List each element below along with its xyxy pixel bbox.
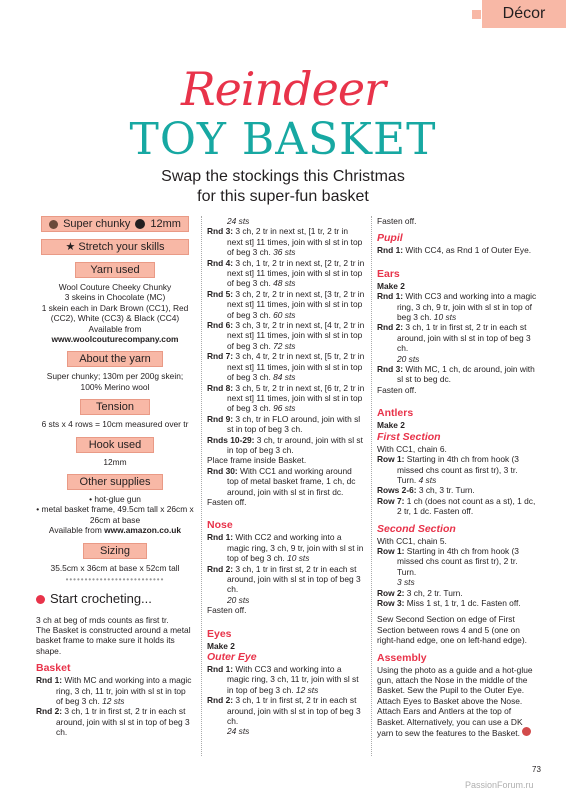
- subtitle-line-2: for this super-fun basket: [197, 188, 369, 205]
- tension-text: 6 sts x 4 rows = 10cm measured over tr: [41, 419, 189, 430]
- instruction-row: Row 1: Starting in 4th ch from hook (3 missed chs count as first tr), 3 tr. Turn. 4 sts: [377, 454, 519, 485]
- start-heading: [36, 591, 194, 607]
- other-supplies-text: [36, 494, 194, 536]
- intro-text: 3 ch at beg of rnds counts as first tr.: [36, 614, 169, 625]
- instruction-row: Rnd 4: 3 ch, 1 tr, 2 tr in next st, [2 tr, 2 tr in next st] 11 times, join with sl st in top of beg 3 ch. 48 sts: [207, 257, 365, 289]
- dotted-rule: ••••••••••••••••••••••••••: [65, 575, 165, 585]
- make-count: Make 2: [377, 420, 405, 431]
- hook-badge: 12mm: [150, 218, 181, 230]
- watermark: PassionForum.ru: [465, 780, 534, 790]
- yarn-line: Wool Couture Cheeky Chunky: [58, 282, 172, 292]
- yarn-url: www.woolcouturecompany.com: [51, 334, 179, 345]
- instruction-text: With CC1, chain 5.: [377, 535, 447, 546]
- outer-eye-heading: Outer Eye: [207, 651, 257, 664]
- second-section-heading: Second Section: [377, 522, 456, 535]
- page-number: 73: [532, 765, 541, 774]
- stitch-count: 20 sts: [397, 353, 420, 364]
- instruction-row: Rnd 1: With CC3 and working into a magic ring, 3 ch, 9 tr, join with sl st in top of beg 3 ch. 10 sts: [377, 291, 537, 323]
- stitch-count: 24 sts: [227, 216, 250, 226]
- instruction-row: Rnd 7: 3 ch, 4 tr, 2 tr in next st, [5 tr, 2 tr in next st] 11 times, join with sl st in top of beg 3 ch. 84 sts: [207, 351, 365, 383]
- end-mark-icon: [522, 727, 531, 736]
- assembly-column: [377, 216, 537, 738]
- instruction-text: Fasten off.: [377, 384, 417, 395]
- weight-label: Super chunky: [63, 218, 131, 230]
- supply-line: Available from: [48, 525, 102, 536]
- other-supplies-heading: Other supplies: [67, 474, 163, 490]
- instruction-row: Row 2: 3 ch, 2 tr. Turn.: [377, 587, 463, 598]
- stitch-count: 3 sts: [397, 577, 415, 588]
- start-label: Start crocheting...: [50, 591, 152, 607]
- yarn-line: Available from: [88, 323, 142, 334]
- supply-line: • metal basket frame, 49.5cm tall x 26cm x: [36, 504, 194, 515]
- column-divider: [371, 216, 372, 756]
- stitch-count: 20 sts: [227, 594, 250, 605]
- hook-text: 12mm: [103, 456, 127, 467]
- tension-heading: Tension: [80, 399, 150, 415]
- instruction-row: Rnd 2: 3 ch, 1 tr in first st, 2 tr in each st around, join with sl st in top of beg 3 ch.: [377, 322, 531, 354]
- instruction-row: Rows 2-6: 3 ch, 3 tr. Turn.: [377, 485, 475, 496]
- supply-line: 26cm at base: [89, 514, 141, 525]
- instruction-row: Rnds 10-29: 3 ch, tr around, join with sl st in top of beg 3 ch.: [207, 434, 363, 455]
- subtitle-line-1: Swap the stockings this Christmas: [161, 168, 405, 185]
- yarn-used-text: [36, 282, 194, 344]
- instruction-text: Fasten off.: [207, 605, 247, 616]
- star-icon: ★: [65, 241, 79, 253]
- instruction-text: With CC1, chain 6.: [377, 443, 447, 454]
- sizing-heading: Sizing: [83, 543, 147, 559]
- instruction-row: Row 3: Miss 1 st, 1 tr, 1 dc. Fasten off.: [377, 597, 521, 608]
- section-tag: Décor: [482, 0, 566, 28]
- instruction-row: Rnd 9: 3 ch, tr in FLO around, join with sl st in top of beg 3 ch.: [207, 413, 361, 435]
- instruction-text: Sew Second Section on edge of First Section between rows 4 and 5 (one on right-hand edge, one on left-hand edge).: [377, 614, 527, 646]
- hook-heading: Hook used: [76, 437, 154, 453]
- about-line: 100% Merino wool: [80, 381, 150, 392]
- instruction-row: Rnd 3: 3 ch, 2 tr in next st, [1 tr, 2 tr in next st] 11 times, join with sl st in top of beg 3 ch. 36 sts: [207, 226, 363, 258]
- instruction-row: Row 7: 1 ch (does not count as a st), 1 dc, 2 tr, 1 dc. Fasten off.: [377, 495, 536, 517]
- materials-column: [36, 216, 194, 738]
- eyes-heading: Eyes: [207, 627, 232, 640]
- instruction-row: Rnd 1: With CC3 and working into a magic ring, 3 ch, 11 tr, join with sl st in top of beg 3 ch. 12 sts: [207, 664, 359, 695]
- make-count: Make 2: [207, 640, 235, 651]
- stitch-count: 24 sts: [227, 726, 250, 737]
- instruction-text: Fasten off.: [377, 216, 417, 226]
- instruction-row: Row 1: Starting in 4th ch from hook (3 missed chs count as first tr), 2 tr. Turn.: [377, 545, 519, 577]
- skill-label: Stretch your skills: [78, 241, 165, 253]
- nose-heading: Nose: [207, 519, 233, 532]
- instruction-row: Rnd 2: 3 ch, 1 tr in first st, 2 tr in each st around, join with sl st in top of beg 3 ch.: [36, 706, 190, 738]
- yarn-line: 3 skeins in Chocolate (MC): [64, 292, 166, 303]
- pupil-heading: Pupil: [377, 232, 403, 245]
- instruction-row: Rnd 5: 3 ch, 2 tr, 2 tr in next st, [3 tr, 2 tr in next st] 11 times, join with sl st in top of beg 3 ch. 60 sts: [207, 288, 365, 320]
- make-count: Make 2: [377, 280, 405, 291]
- supply-url: www.amazon.co.uk: [104, 525, 182, 536]
- yarn-line: 1 skein each in Dark Brown (CC1), Red: [41, 302, 189, 313]
- about-yarn-heading: About the yarn: [67, 351, 163, 367]
- instruction-row: Rnd 30: With CC1 and working around top of metal basket frame, 1 ch, dc around, join with sl st in first dc.: [207, 465, 356, 497]
- instruction-text: Place frame inside Basket.: [207, 455, 307, 466]
- yarn-ball-icon: [49, 220, 58, 229]
- sizing-text: 35.5cm x 36cm at base x 52cm tall: [50, 562, 180, 573]
- instruction-row: Rnd 1: With MC and working into a magic ring, 3 ch, 11 tr, join with sl st in top of beg 3 ch. 12 sts: [36, 675, 192, 706]
- instruction-row: Rnd 1: With CC4, as Rnd 1 of Outer Eye.: [377, 245, 532, 256]
- instructions-column: [207, 216, 365, 737]
- yarn-line: (CC2), White (CC3) & Black (CC4): [50, 313, 180, 324]
- about-line: Super chunky; 130m per 200g skein;: [46, 371, 184, 382]
- instruction-row: Rnd 1: With CC2 and working into a magic ring, 3 ch, 9 tr, join with sl st in top of beg 3 ch. 10 sts: [207, 532, 364, 564]
- instruction-row: Rnd 2: 3 ch, 1 tr in first st, 2 tr in each st around, join with sl st in top of beg 3 ch.: [207, 695, 361, 727]
- instruction-row: Rnd 6: 3 ch, 3 tr, 2 tr in next st, [4 tr, 2 tr in next st] 11 times, join with sl st in top of beg 3 ch. 72 sts: [207, 320, 365, 351]
- yarn-used-heading: Yarn used: [75, 262, 155, 278]
- about-yarn-text: [36, 371, 194, 392]
- instruction-row: Rnd 3: With MC, 1 ch, dc around, join with sl st to beg dc.: [377, 364, 535, 385]
- assembly-text: Using the photo as a guide and a hot-glue gun, attach the Nose in the middle of the Basket. Sew the Pupil to the Outer Eye. Attach Eyes to Basket above the Nose. Attach Ears and Antlers at the top of Basket. Alternatively, you can use a DK yarn to sew the features to the Basket.: [377, 664, 533, 739]
- supply-line: • hot-glue gun: [89, 494, 141, 505]
- antlers-heading: Antlers: [377, 407, 414, 420]
- instruction-row: Rnd 8: 3 ch, 5 tr, 2 tr in next st, [6 tr, 2 tr in next st] 11 times, join with sl st in top of beg 3 ch. 96 sts: [207, 382, 365, 414]
- assembly-heading: Assembly: [377, 651, 427, 664]
- first-section-heading: First Section: [377, 430, 441, 443]
- title-line-2: TOY BASKET: [129, 114, 437, 165]
- column-divider: [201, 216, 202, 756]
- weight-box: [41, 216, 189, 232]
- skill-box: [41, 239, 189, 255]
- basket-heading: Basket: [36, 662, 71, 675]
- instruction-text: Fasten off.: [207, 496, 247, 507]
- instruction-row: Rnd 2: 3 ch, 1 tr in first st, 2 tr in each st around, join with sl st in top of beg 3 ch.: [207, 563, 361, 595]
- title-line-1: Reindeer: [180, 62, 386, 116]
- intro-text: The Basket is constructed around a metal basket frame to make sure it holds its shape.: [36, 624, 191, 656]
- ears-heading: Ears: [377, 267, 400, 280]
- bullet-icon: [36, 595, 45, 604]
- hook-icon: [135, 219, 145, 229]
